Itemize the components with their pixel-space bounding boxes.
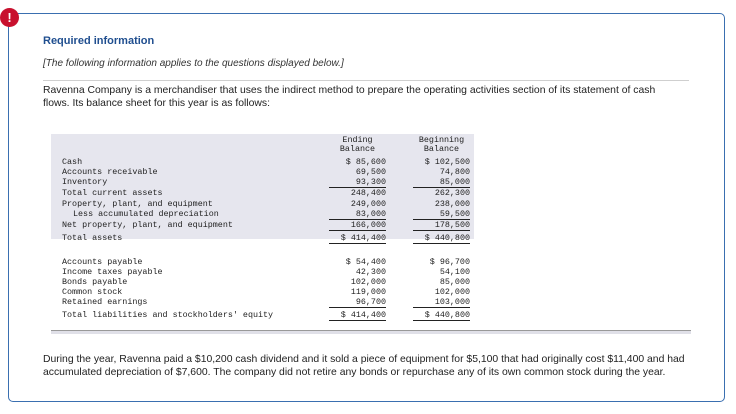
table-row-retained-earnings <box>51 297 474 307</box>
header-ending-line2: Balance <box>339 144 376 154</box>
row-beginning: 59,500 <box>413 209 470 220</box>
table-row-cash <box>51 157 474 167</box>
row-label: Common stock <box>62 287 123 297</box>
row-ending: 93,300 <box>329 177 386 188</box>
row-beginning: $ 440,800 <box>413 310 470 321</box>
header-beginning-line1: Beginning <box>418 135 465 145</box>
row-ending: 166,000 <box>329 220 386 231</box>
table-row-accumulated-depreciation <box>51 209 474 219</box>
applies-note: [The following information applies to the questions displayed below.] <box>43 58 344 69</box>
row-ending: 83,000 <box>329 209 386 220</box>
row-label: Total current assets <box>62 188 163 198</box>
question-card <box>8 13 725 402</box>
table-row-total-assets <box>51 233 474 243</box>
row-beginning: 178,500 <box>413 220 470 231</box>
table-row-net-ppe <box>51 220 474 230</box>
row-beginning: 262,300 <box>434 188 470 198</box>
row-beginning: 103,000 <box>413 297 470 308</box>
table-row-common-stock <box>51 287 474 297</box>
row-label: Accounts receivable <box>62 167 158 177</box>
alert-icon: ! <box>0 8 19 27</box>
header-ending-line1: Ending <box>342 135 373 145</box>
row-ending: 96,700 <box>329 297 386 308</box>
closing-text: During the year, Ravenna paid a $10,200 cash dividend and it sold a piece of equipment for $5,100 that had originally cost $11,400 and had accumulated depreciation of $7,600. The company did not retire any bonds or repurchase any of its own common stock during the year. <box>43 354 685 378</box>
row-beginning: 85,000 <box>413 177 470 188</box>
row-label: Cash <box>62 157 83 167</box>
header-beginning-balance <box>413 136 470 154</box>
row-beginning: 74,800 <box>439 167 470 177</box>
divider <box>43 80 689 81</box>
row-label: Less accumulated depreciation <box>73 209 219 219</box>
table-row-accounts-receivable <box>51 167 474 177</box>
row-beginning: 85,000 <box>439 277 470 287</box>
header-ending-balance <box>329 136 386 154</box>
row-beginning: $ 102,500 <box>424 157 470 167</box>
row-beginning: 238,000 <box>434 199 470 209</box>
row-ending: 119,000 <box>350 287 386 297</box>
table-row-bonds-payable <box>51 277 474 287</box>
row-ending: 69,500 <box>355 167 386 177</box>
table-row-ppe <box>51 199 474 209</box>
row-label: Inventory <box>62 177 108 187</box>
row-ending: 42,300 <box>355 267 386 277</box>
row-ending: 249,000 <box>350 199 386 209</box>
table-row-total-current-assets <box>51 188 474 198</box>
table-row-income-taxes-payable <box>51 267 474 277</box>
balance-sheet-table <box>51 133 474 323</box>
row-label: Net property, plant, and equipment <box>62 220 233 230</box>
table-row-accounts-payable <box>51 257 474 267</box>
row-label: Income taxes payable <box>62 267 163 277</box>
row-beginning: 54,100 <box>439 267 470 277</box>
row-beginning: 102,000 <box>434 287 470 297</box>
row-ending: 248,400 <box>350 188 386 198</box>
row-beginning: $ 96,700 <box>429 257 470 267</box>
row-ending: 102,000 <box>350 277 386 287</box>
row-label: Property, plant, and equipment <box>62 199 213 209</box>
table-row-inventory <box>51 177 474 187</box>
row-ending: $ 85,600 <box>345 157 386 167</box>
header-beginning-line2: Balance <box>423 144 460 154</box>
row-ending: $ 414,400 <box>329 310 386 321</box>
row-ending: $ 54,400 <box>345 257 386 267</box>
row-ending: $ 414,400 <box>329 233 386 244</box>
table-bottom-border <box>51 330 691 334</box>
row-beginning: $ 440,800 <box>413 233 470 244</box>
row-label: Bonds payable <box>62 277 128 287</box>
row-label: Total assets <box>62 233 123 243</box>
intro-text: Ravenna Company is a merchandiser that uses the indirect method to prepare the operating activities section of its statement of cash flows. Its balance sheet for this year is as follows: <box>43 85 656 109</box>
row-label: Retained earnings <box>62 297 148 307</box>
table-row-total-liabilities-equity <box>51 310 474 320</box>
row-label: Accounts payable <box>62 257 143 267</box>
required-info-title: Required information <box>43 35 155 47</box>
row-label: Total liabilities and stockholders' equity <box>62 310 274 320</box>
